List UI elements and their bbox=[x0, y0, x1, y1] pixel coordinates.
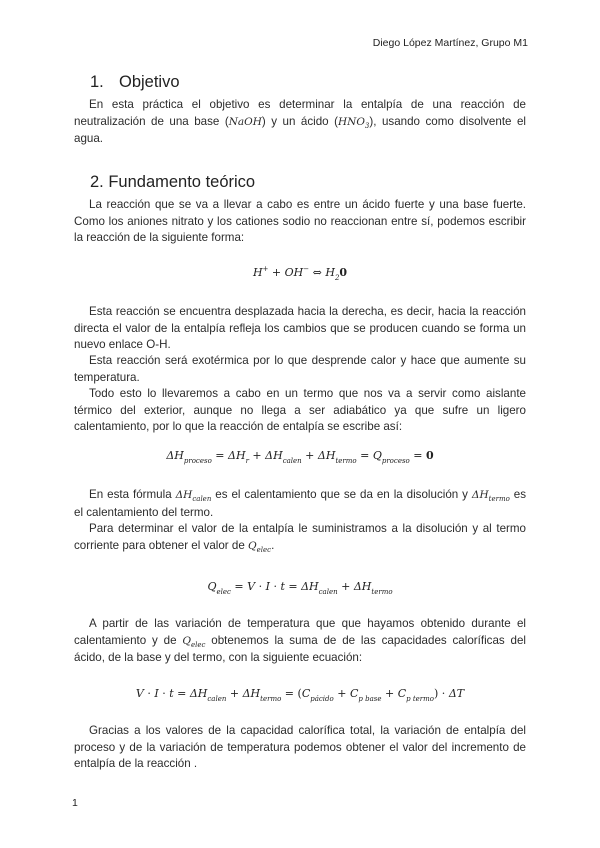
theory-paragraph-1: La reacción que se va a llevar a cabo es entre un ácido fuerte y una base fuerte. Como los aniones nitrato y los cationes sodio no reaccionan entre sí, podemos escribir la reacción de la siguiente forma: bbox=[74, 198, 526, 244]
theory-paragraph-3: Esta reacción será exotérmica por lo que desprende calor y hace que aumente su temperatura. bbox=[74, 354, 526, 384]
page-header-author: Diego López Martínez, Grupo M1 bbox=[372, 37, 528, 49]
section-1-number: 1. bbox=[90, 73, 104, 91]
base-formula: NaOH bbox=[228, 115, 262, 128]
neutralization-equation: H+ + OH− ⇔ $H_20$ bbox=[252, 265, 348, 282]
theory-paragraph-6: Para determinar el valor de la entalpía le suministramos a la disolución y al termo corriente para obtener el valor de $Q_{elec}$. bbox=[74, 522, 526, 554]
electrical-heat-equation: $Q_{elec} = V \cdot I \cdot t = \Delta H_{calen} + \Delta H_{termo}$ bbox=[207, 580, 393, 596]
objective-paragraph: En esta práctica el objetivo es determinar la entalpía de una reacción de neutralización de una base (NaOH) y un ácido $(HNO_3)$, usando como disolvente el agua. bbox=[74, 98, 526, 145]
enthalpy-balance-equation: $\Delta H_{proceso} = \Delta H_r + \Delta H_{calen} + \Delta H_{termo} = Q_{proceso} = 0$ bbox=[166, 449, 434, 465]
theory-paragraph-8: Gracias a los valores de la capacidad calorífica total, la variación de entalpía del proceso y de la variación de temperatura podemos obtener el valor del incremento de entalpía de la reacción . bbox=[74, 724, 526, 770]
section-1-title: Objetivo bbox=[119, 73, 180, 91]
page-number: 1 bbox=[72, 797, 78, 809]
theory-paragraph-4: Todo esto lo llevaremos a cabo en un termo que nos va a servir como aislante térmico del exterior, aunque no llega a ser adiabático ya que sufre un ligero calentamiento, por lo que la reacción de entalpía se escribe así: bbox=[74, 387, 526, 433]
theory-paragraph-5: En esta fórmula $\Delta H_{calen}$ es el calentamiento que se da en la disolución y $\Delta H_{termo}$ es el calentamiento del termo. bbox=[74, 488, 526, 519]
theory-paragraph-2: Esta reacción se encuentra desplazada hacia la derecha, es decir, hacia la reacción directa el valor de la entalpía refleja los cambios que se producen cuando se forma un nuevo enlace O-H. bbox=[74, 305, 526, 351]
section-2-heading: 2. Fundamento teórico bbox=[90, 173, 256, 191]
theory-paragraph-7: A partir de las variación de temperatura que que hayamos obtenido durante el calentamiento y de $Q_{elec}$ obtenemos la suma de de las capacidades caloríficas del ácido, de la base y del termo, con la siguiente ecuación: bbox=[74, 617, 526, 664]
acid-formula: HNO bbox=[337, 115, 365, 128]
section-1-heading bbox=[90, 73, 180, 92]
heat-capacity-equation: $V \cdot I \cdot t = \Delta H_{calen} + \Delta H_{termo} = (C_{pácido} + C_{p base} + C_{p termo}) \cdot \Delta T$ bbox=[135, 687, 465, 703]
